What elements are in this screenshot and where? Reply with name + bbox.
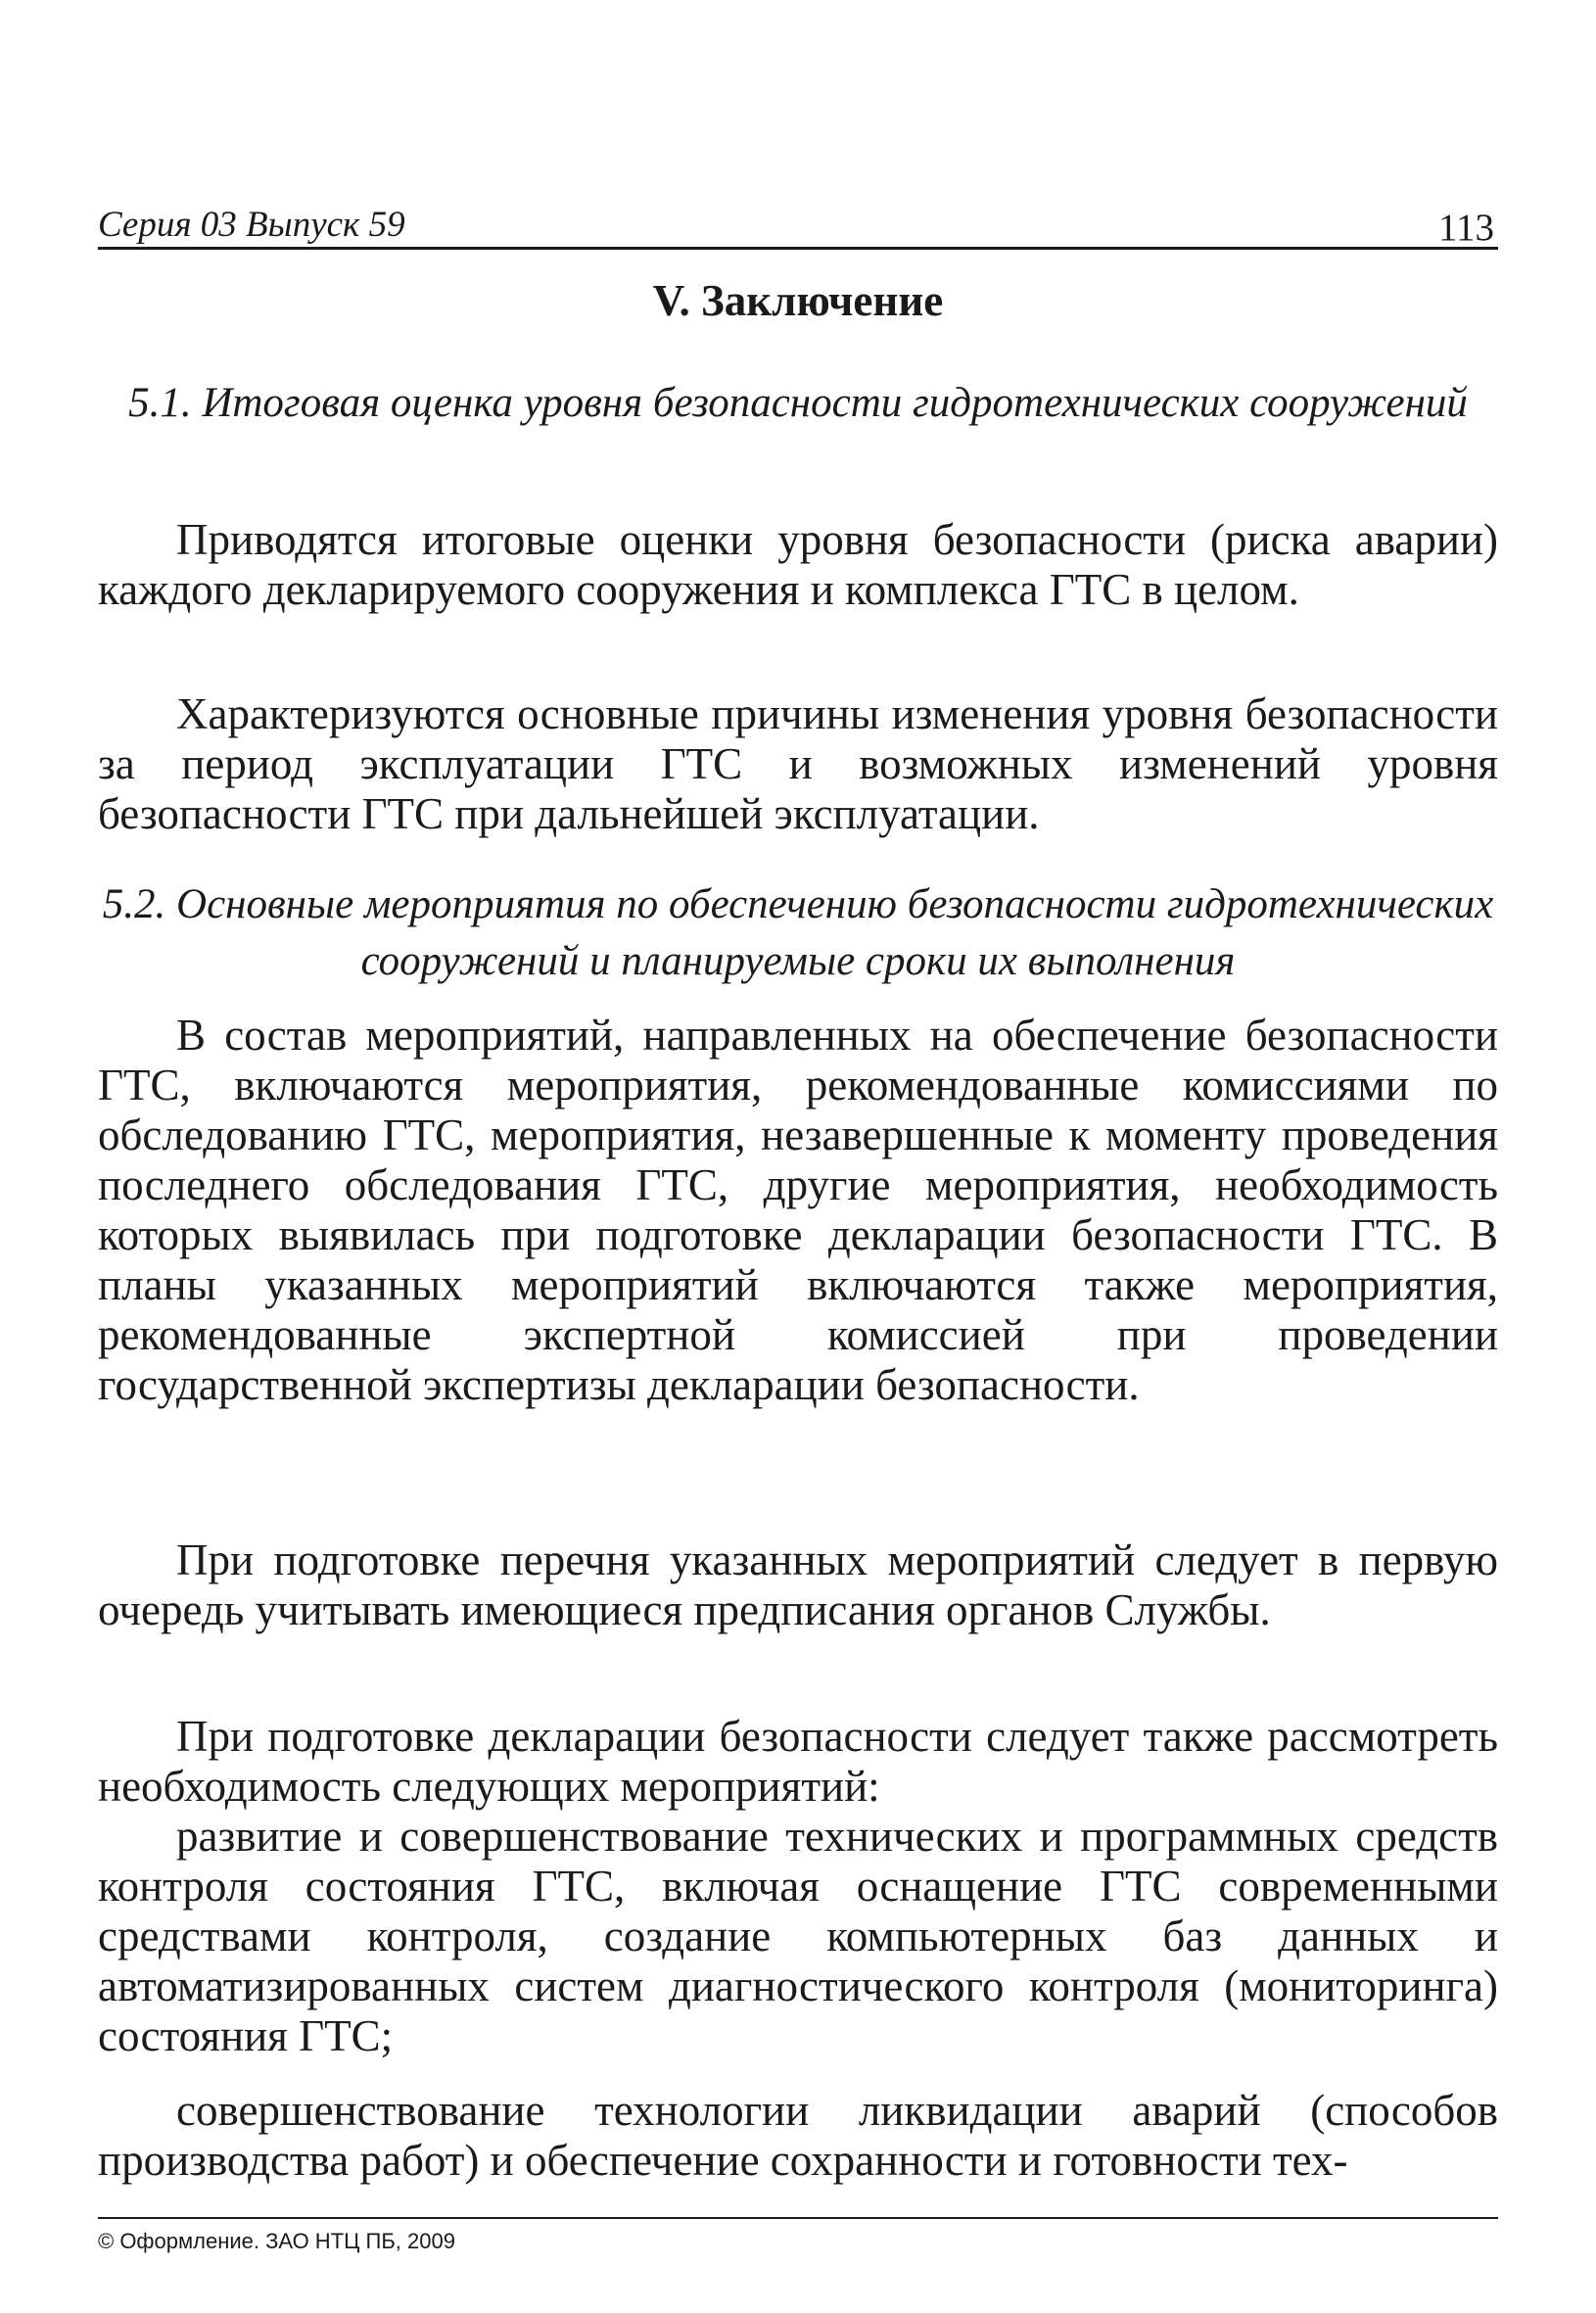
paragraph: При подготовке перечня указанных мероприятий следует в первую очередь учитывать имеющиеся предписания органов Службы. xyxy=(98,1535,1498,1634)
paragraph: Приводятся итоговые оценки уровня безопасности (риска аварии) каждого декларируемого сооружения и комплекса ГТС в целом. xyxy=(98,515,1498,614)
footer-copyright: © Оформление. ЗАО НТЦ ПБ, 2009 xyxy=(98,2229,455,2253)
page-number: 113 xyxy=(1437,207,1494,249)
list-item-paragraph: развитие и совершенствование технических и программных средств контроля состояния ГТС, включая оснащение ГТС современными средствами контроля, создание компьютерных баз данных и автоматизированных систем диагностического контроля (мониторинга) состояния ГТС; xyxy=(98,1812,1498,2060)
series-label: Серия 03 Выпуск 59 xyxy=(98,205,405,245)
chapter-title: V. Заключение xyxy=(652,276,944,325)
section-heading-5-1: 5.1. Итоговая оценка уровня безопасности гидротехнических сооружений xyxy=(128,380,1468,426)
paragraph: В состав мероприятий, направленных на обеспечение безопасности ГТС, включаются мероприятия, рекомендованные комиссиями по обследованию ГТС, мероприятия, незавершенные к моменту проведения последнего обследования ГТС, другие мероприятия, необходимость которых выявилась при подготовке декларации безопасности ГТС. В планы указанных мероприятий включаются также мероприятия, рекомендованные экспертной комиссией при проведении государственной экспертизы декларации безопасности. xyxy=(98,1011,1498,1409)
paragraph: Характеризуются основные причины изменения уровня безопасности за период эксплуатации ГТС и возможных изменений уровня безопасности ГТС при дальнейшей эксплуатации. xyxy=(98,689,1498,838)
running-header xyxy=(98,192,1498,250)
section-heading-5-2: 5.2. Основные мероприятия по обеспечению безопасности гидротехнических сооружений и планируемые сроки их выполнения xyxy=(102,881,1494,984)
footer-divider xyxy=(98,2217,1498,2219)
list-item-paragraph: совершенствование технологии ликвидации аварий (способов производства работ) и обеспечение сохранности и готовности тех- xyxy=(98,2086,1498,2185)
paragraph: При подготовке декларации безопасности следует также рассмотреть необходимость следующих мероприятий: xyxy=(98,1712,1498,1811)
